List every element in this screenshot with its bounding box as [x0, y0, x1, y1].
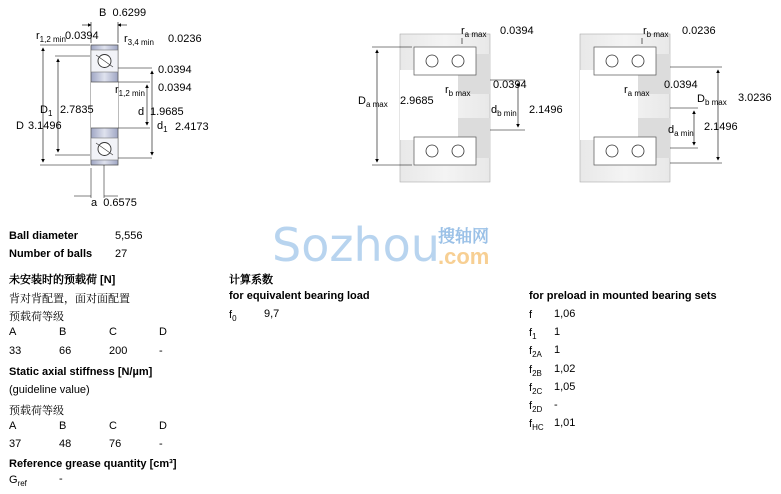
label-a: a 0.6575 — [91, 197, 137, 209]
value-rb-max-2: 0.0394 — [493, 79, 527, 91]
preload-factor-value: 1,05 — [554, 380, 576, 393]
preload-factor-label: $f_1$ — [529, 327, 537, 342]
value-Db-max: 3.0236 — [738, 92, 772, 104]
label-r12min-top: $r_{1,2 min}$ — [36, 30, 66, 44]
stiffness-header-C: C — [109, 420, 117, 432]
value-ra-max-3: 0.0394 — [664, 79, 698, 91]
label-Db-max: $D_{b max}$ — [697, 93, 727, 107]
ball-diameter-label: Ball diameter — [9, 230, 79, 242]
label-ra-max-3: $r_{a max}$ — [624, 84, 650, 98]
abutment-drawing-right — [580, 34, 722, 182]
preload-factor-value: 1,01 — [554, 417, 576, 430]
preload-header-C: C — [109, 326, 117, 338]
preload-value-D: - — [159, 345, 163, 357]
label-ra-max-2: $r_{a max}$ — [461, 25, 487, 39]
value-Da-max: 2.9685 — [400, 95, 434, 107]
preload-factor-value: 1 — [554, 344, 561, 357]
value-r12min-side: 0.0394 — [158, 64, 192, 76]
label-d1: $d_1$ — [157, 120, 168, 134]
preload-title: 未安装时的预载荷 [N] — [9, 274, 116, 286]
value-r12min-mid: 0.0394 — [158, 82, 192, 94]
stiffness-header-A: A — [9, 420, 17, 432]
bearing-section-drawing — [40, 22, 152, 198]
preload-header-B: B — [59, 326, 67, 338]
preload-subtitle: 背对背配置，面对面配置 — [9, 293, 130, 305]
f0-value: 9,7 — [264, 308, 280, 320]
value-db-min: 2.1496 — [529, 104, 563, 116]
label-r12min-mid: $r_{1,2 min}$ — [115, 84, 145, 98]
stiffness-value-B: 48 — [59, 438, 72, 450]
ball-diameter-value: 5,556 — [115, 230, 143, 242]
preload-factor-value: - — [554, 399, 558, 411]
label-rb-max-2: $r_{b max}$ — [445, 84, 471, 98]
grease-value: - — [59, 473, 63, 485]
sozhou-watermark-logo: Sozhou 搜轴网 .com — [272, 218, 490, 272]
preload-factor-label: $f_{2C}$ — [529, 381, 543, 396]
stiffness-value-C: 76 — [109, 438, 122, 450]
label-db-min: $d_{b min}$ — [491, 104, 517, 118]
grease-title: Reference grease quantity [cm³] — [9, 458, 177, 470]
label-B: B 0.6299 — [99, 7, 147, 19]
stiffness-header-B: B — [59, 420, 67, 432]
value-D: 3.1496 — [28, 120, 62, 132]
preload-factor-label: $f_{2A}$ — [529, 345, 542, 360]
stiffness-subtitle: (guideline value) — [9, 384, 90, 396]
label-D: D — [16, 120, 24, 132]
label-d: d — [138, 106, 145, 118]
label-r34min: $r_{3,4 min}$ — [124, 33, 154, 47]
preload-sets-title: for preload in mounted bearing sets — [529, 290, 717, 302]
preload-value-A: 33 — [9, 345, 22, 357]
preload-class-label: 预载荷等级 — [9, 311, 64, 323]
number-of-balls-value: 27 — [115, 248, 128, 260]
stiffness-class-label: 预载荷等级 — [9, 405, 64, 417]
label-Da-max: $D_{a max}$ — [358, 95, 388, 109]
preload-header-A: A — [9, 326, 17, 338]
preload-factor-label: $f_{2D}$ — [529, 400, 543, 414]
number-of-balls-label: Number of balls — [9, 248, 93, 260]
grease-label: $G_{ref}$ — [9, 474, 27, 488]
value-D1: 2.7835 — [60, 104, 94, 116]
preload-value-B: 66 — [59, 345, 72, 357]
preload-factor-value: 1,06 — [554, 308, 576, 320]
preload-factor-value: 1,02 — [554, 362, 576, 375]
preload-factor-label: $f_{2B}$ — [529, 363, 542, 378]
preload-factor-value: 1 — [554, 326, 561, 339]
value-r34min: 0.0236 — [168, 33, 202, 45]
preload-header-D: D — [159, 326, 167, 338]
value-ra-max-2: 0.0394 — [500, 25, 534, 37]
value-r12min-top: 0.0394 — [65, 30, 99, 42]
value-d1: 2.4173 — [175, 121, 209, 133]
equivalent-load-title: for equivalent bearing load — [229, 290, 370, 302]
stiffness-value-A: 37 — [9, 438, 22, 450]
stiffness-title: Static axial stiffness [N/µm] — [9, 366, 153, 378]
value-da-min: 2.1496 — [704, 121, 738, 133]
label-rb-max-3: $r_{b max}$ — [643, 25, 669, 39]
preload-factor-label: $f_{HC}$ — [529, 418, 544, 433]
stiffness-header-D: D — [159, 420, 167, 432]
preload-factor-label: f — [529, 309, 533, 321]
value-rb-max-3: 0.0236 — [682, 25, 716, 37]
value-d: 1.9685 — [150, 106, 184, 118]
stiffness-value-D: - — [159, 438, 163, 450]
calc-title: 计算系数 — [229, 274, 273, 286]
preload-value-C: 200 — [109, 345, 128, 357]
label-da-min: $d_{a min}$ — [668, 124, 694, 138]
f0-label: $f_0$ — [229, 309, 237, 323]
label-D1: $D_1$ — [40, 104, 53, 118]
